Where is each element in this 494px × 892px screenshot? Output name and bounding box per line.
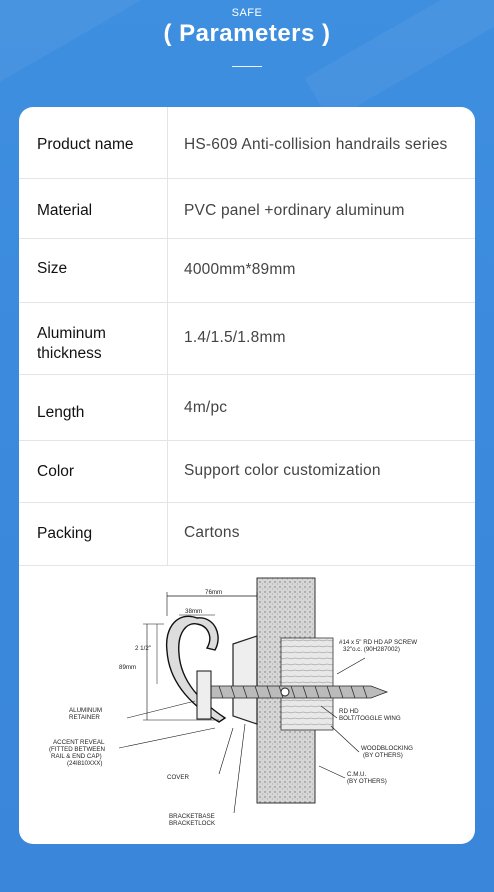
toggle-bolt	[281, 688, 289, 696]
param-value: Cartons	[184, 524, 240, 541]
header-subtitle: SAFE	[231, 7, 263, 19]
param-value: HS-609 Anti-collision handrails series	[184, 136, 448, 153]
accent-reveal-label-3: RAIL & END CAP)	[51, 753, 102, 760]
dim-76-label: 76mm	[205, 589, 223, 596]
param-row-material	[19, 179, 475, 239]
accent-reveal-label-2: (FITTED BETWEEN	[49, 746, 106, 753]
dim-89-label: 89mm	[119, 664, 137, 671]
bracket-base	[233, 636, 257, 724]
dim-38-label: 38mm	[185, 608, 203, 615]
param-row-length	[19, 375, 475, 441]
screw-label: #14 x 5" RD HD AP SCREW	[339, 639, 418, 646]
param-label: Packing	[37, 525, 93, 542]
page-title: ( Parameters )	[163, 20, 331, 47]
title-underline	[232, 66, 262, 67]
param-label: Material	[37, 202, 93, 219]
screw	[205, 686, 387, 698]
parameters-card	[19, 107, 475, 844]
param-row-product-name	[19, 107, 475, 179]
cmu-label: C.M.U.	[347, 771, 367, 778]
wood-blocking-label: WOODBLOCKING	[361, 745, 413, 752]
param-value: Support color customization	[184, 462, 381, 479]
param-label: Size	[37, 260, 68, 277]
screw-label-2: 32"o.c. (90H287002)	[343, 646, 400, 653]
param-row-aluminum-thickness	[19, 303, 475, 375]
param-value: PVC panel +ordinary aluminum	[184, 202, 405, 219]
aluminum-retainer-label: ALUMINUM	[69, 707, 103, 714]
bolt-label: RD HD	[339, 708, 359, 715]
bracket-lock-label: BRACKETLOCK	[169, 820, 216, 827]
param-label: Length	[37, 404, 85, 421]
accent-reveal-label: ACCENT REVEAL	[53, 739, 105, 746]
cmu-label-2: (BY OTHERS)	[347, 778, 387, 785]
handrail-section-diagram	[19, 566, 475, 844]
param-label: Aluminum thickness	[37, 325, 106, 362]
wood-blocking	[281, 638, 333, 730]
cover-label: COVER	[167, 774, 190, 781]
param-label: Product name	[37, 136, 134, 153]
accent-reveal-label-4: (24I810XXX)	[67, 760, 103, 767]
param-value: 4000mm*89mm	[184, 261, 296, 278]
bracket-base-label: BRACKETBASE	[169, 813, 215, 820]
dim-2half-label: 2 1/2"	[135, 645, 151, 652]
param-row-color	[19, 441, 475, 503]
aluminum-retainer-label-2: RETAINER	[69, 714, 100, 721]
wood-blocking-label-2: (BY OTHERS)	[363, 752, 403, 759]
param-row-size	[19, 239, 475, 303]
param-row-packing	[19, 503, 475, 566]
param-value: 4m/pc	[184, 399, 228, 416]
aluminum-retainer	[197, 671, 211, 719]
bolt-label-2: BOLT/TOGGLE WING	[339, 715, 401, 722]
param-label: Color	[37, 463, 75, 480]
param-value: 1.4/1.5/1.8mm	[184, 329, 286, 346]
